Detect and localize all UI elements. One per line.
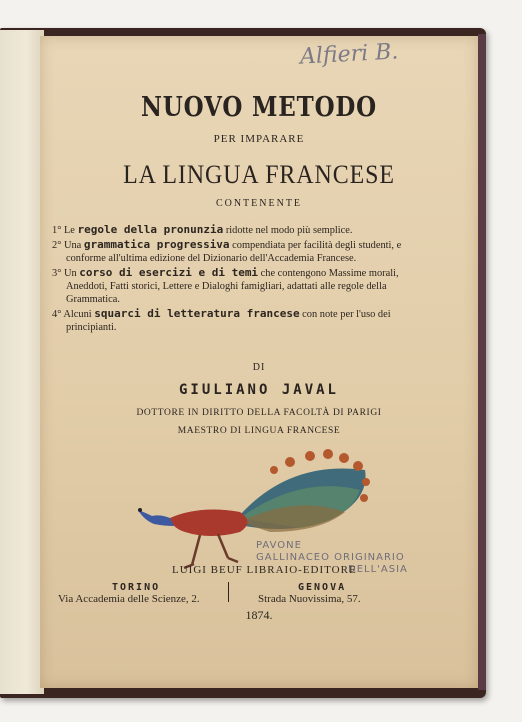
peacock-tail-feathers — [240, 449, 370, 532]
book-subtitle: PER IMPARARE — [213, 133, 305, 145]
spine-endpaper — [0, 30, 44, 694]
by-label: DI — [252, 362, 266, 373]
handwritten-signature: Alfieri B. — [299, 39, 399, 70]
contents-list — [52, 223, 412, 335]
peacock-body — [138, 508, 248, 568]
publisher-line: LUIGI BEUF LIBRAIO-EDITORE — [172, 564, 357, 576]
contents-heading: CONTENENTE — [215, 198, 303, 209]
book-title: NUOVO METODO — [140, 92, 378, 123]
contents-item: 1° Le regole della pronunzia ridotte nel modo più semplice. — [52, 223, 353, 236]
author-name: GIULIANO JAVAL — [178, 382, 339, 398]
author-role: MAESTRO DI LINGUA FRANCESE — [177, 426, 341, 436]
address-right: Strada Nuovissima, 57. — [258, 593, 361, 605]
city-left: TORINO — [112, 582, 161, 593]
contents-item: 4° Alcuni squarci di letteratura francese con note per l'uso dei principianti. — [52, 307, 391, 333]
city-right: GENOVA — [298, 582, 347, 593]
publication-year: 1874. — [245, 608, 273, 622]
contents-item: 2° Una grammatica progressiva compendiata per facilità degli studenti, e conforme all'ultima edizione del Dizionario dell'Accademia Francese. — [52, 238, 402, 264]
binding-edge — [478, 34, 486, 690]
imprint-divider — [228, 582, 229, 602]
handwritten-note: PAVONE GALLINACEO ORIGINARIO DELL'ASIA — [256, 540, 408, 575]
author-credential: DOTTORE IN DIRITTO DELLA FACOLTÀ DI PARIGI — [136, 408, 382, 418]
contents-item: 3° Un corso di esercizi e di temi che contengono Massime morali, Aneddoti, Fatti storici, Lettere e Dialoghi famigliari, adattati alle regole della Grammatica. — [52, 266, 399, 305]
book-main-title: LA LINGUA FRANCESE — [123, 160, 395, 189]
address-left: Via Accademia delle Scienze, 2. — [58, 593, 200, 605]
